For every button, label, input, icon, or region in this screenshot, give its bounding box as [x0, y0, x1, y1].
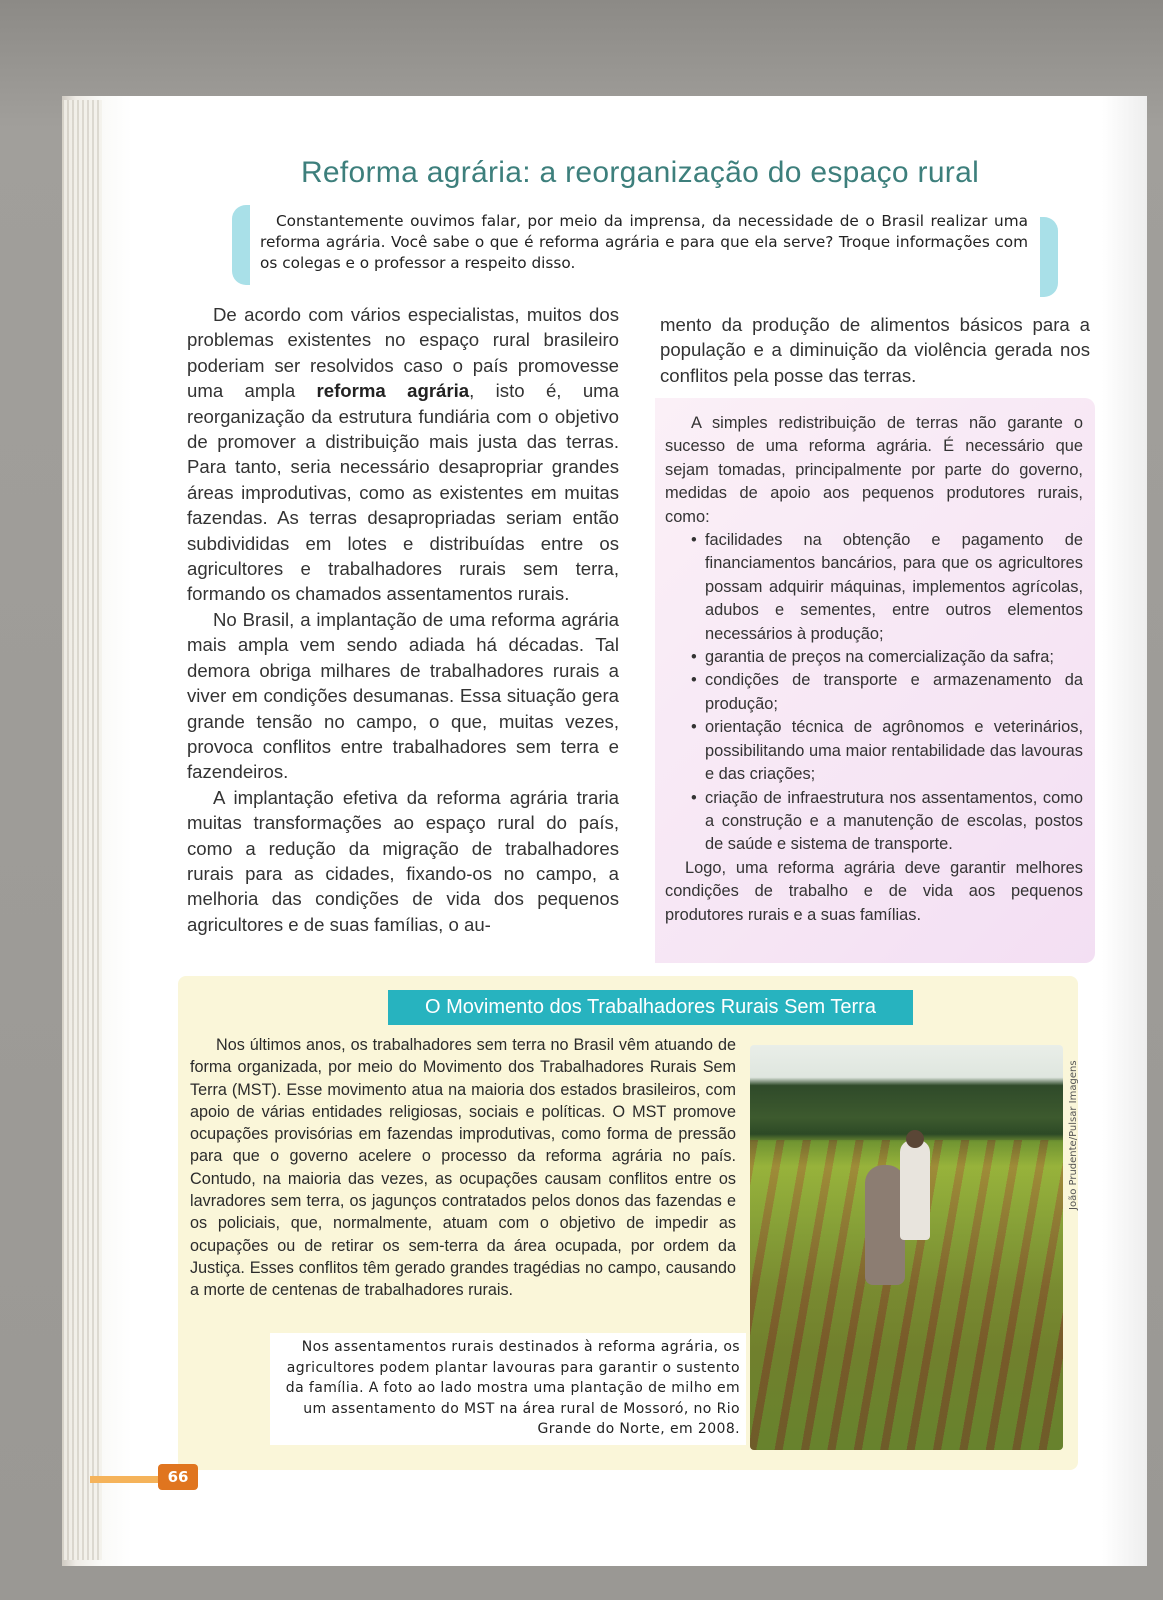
farmer	[900, 1140, 930, 1240]
list-item: • facilidades na obtenção e pagamento de financiamentos bancários, para que os agricultores possam adquirir máquinas, implementos agrícolas, adubos e sementes, entre outros elementos necessários à produção;	[705, 529, 1083, 646]
measures-list	[665, 529, 1083, 857]
horse	[865, 1165, 905, 1285]
page-number-bar	[90, 1476, 160, 1483]
highlight-box-text	[665, 412, 1083, 927]
page-title: Reforma agrária: a reorganização do espaço rural	[300, 156, 980, 189]
text: De acordo com vários especialistas, muitos dos problemas existentes no espaço rural brasileiro poderiam ser resolvidos caso o país promovesse uma ampla	[187, 304, 619, 402]
list-item: • condições de transporte e armazenamento da produção;	[705, 669, 1083, 716]
list-item: • garantia de preços na comercialização da safra;	[705, 646, 1083, 669]
mst-text	[190, 1034, 736, 1302]
cornfield-photo	[750, 1045, 1063, 1450]
box-intro: A simples redistribuição de terras não garante o sucesso de uma reforma agrária. É necessário que sejam tomadas, principalmente por parte do governo, medidas de apoio aos pequenos produtores rurais, como:	[665, 414, 1083, 526]
paragraph-continuation: mento da produção de alimentos básicos para a população e a diminuição da violência gerada nos conflitos pela posse das terras.	[660, 314, 1090, 386]
key-term: reforma agrária	[316, 380, 470, 402]
intro-box	[232, 205, 1058, 293]
caption-text: Nos assentamentos rurais destinados à reforma agrária, os agricultores podem plantar lavouras para garantir o sustento da família. A foto ao lado mostra uma plantação de milho em um assentamento do MST na área rural de Mossoró, no Rio Grande do Norte, em 2008.	[285, 1339, 740, 1437]
paragraph-1	[187, 302, 619, 607]
list-item: • criação de infraestrutura nos assentamentos, como a construção e a manutenção de escolas, postos de saúde e sistema de transporte.	[705, 787, 1083, 857]
list-item: • orientação técnica de agrônomos e veterinários, possibilitando uma maior rentabilidade das lavouras e das criações;	[705, 716, 1083, 786]
box-conclusion: Logo, uma reforma agrária deve garantir melhores condições de trabalho e de vida aos pequenos produtores rurais e a suas famílias.	[665, 858, 1083, 924]
farmer-head	[906, 1130, 924, 1148]
photo-credit: João Prudente/Pulsar Imagens	[1068, 1060, 1079, 1210]
right-column-continuation	[660, 312, 1090, 388]
text: , isto é, uma reorganização da estrutura fundiária com o objetivo de promover a distribuição mais justa das terras. Para tanto, seria necessário desapropriar grandes áreas improdutivas, como as existentes em muitas fazendas. As terras desapropriadas seriam então subdivididas em lotes e distribuídas entre os agricultores e trabalhadores rurais sem terra, formando os chamados assentamentos rurais.	[187, 380, 620, 605]
mst-paragraph: Nos últimos anos, os trabalhadores sem terra no Brasil vêm atuando de forma organizada, por meio do Movimento dos Trabalhadores Rurais Sem Terra (MST). Esse movimento atua na maioria dos estados brasileiros, com apoio de várias entidades religiosas, sociais e políticas. O MST promove ocupações provisórias em fazendas improdutivas, como forma de pressão para que o governo acelere o processo da reforma agrária no país. Contudo, na maioria das vezes, as ocupações causam conflitos entre os lavradores sem terra, os jagunços contratados pelos donos das fazendas e os policiais, que, normalmente, atuam com o objetivo de impedir as ocupações ou de retirar os sem-terra da área ocupada, por ordem da Justiça. Esses conflitos têm gerado grandes tragédias no campo, causando a morte de centenas de trabalhadores rurais.	[190, 1036, 736, 1300]
paragraph-3: A implantação efetiva da reforma agrária traria muitas transformações ao espaço rural do país, como a redução da migração de trabalhadores rurais para as cidades, fixando-os no campo, a melhoria das condições de vida dos pequenos agricultores e de suas famílias, o au-	[187, 786, 619, 935]
left-bracket	[232, 205, 250, 285]
right-bracket	[1040, 217, 1058, 297]
page-number: 66	[158, 1464, 198, 1490]
page-stack-edge	[62, 100, 102, 1560]
paragraph-2: No Brasil, a implantação de uma reforma agrária mais ampla vem sendo adiada há décadas. Tal demora obriga milhares de trabalhadores rurais a viver em condições desumanas. Essa situação gera grande tensão no campo, o que, muitas vezes, provoca conflitos entre trabalhadores sem terra e fazendeiros.	[187, 608, 619, 783]
left-column	[187, 302, 619, 937]
intro-text: Constantemente ouvimos falar, por meio da imprensa, da necessidade de o Brasil realizar uma reforma agrária. Você sabe o que é reforma agrária e para que ela serve? Troque informações com os colegas e o professor a respeito disso.	[260, 212, 1028, 272]
photo-caption	[270, 1333, 746, 1445]
mst-heading: O Movimento dos Trabalhadores Rurais Sem Terra	[388, 990, 913, 1025]
